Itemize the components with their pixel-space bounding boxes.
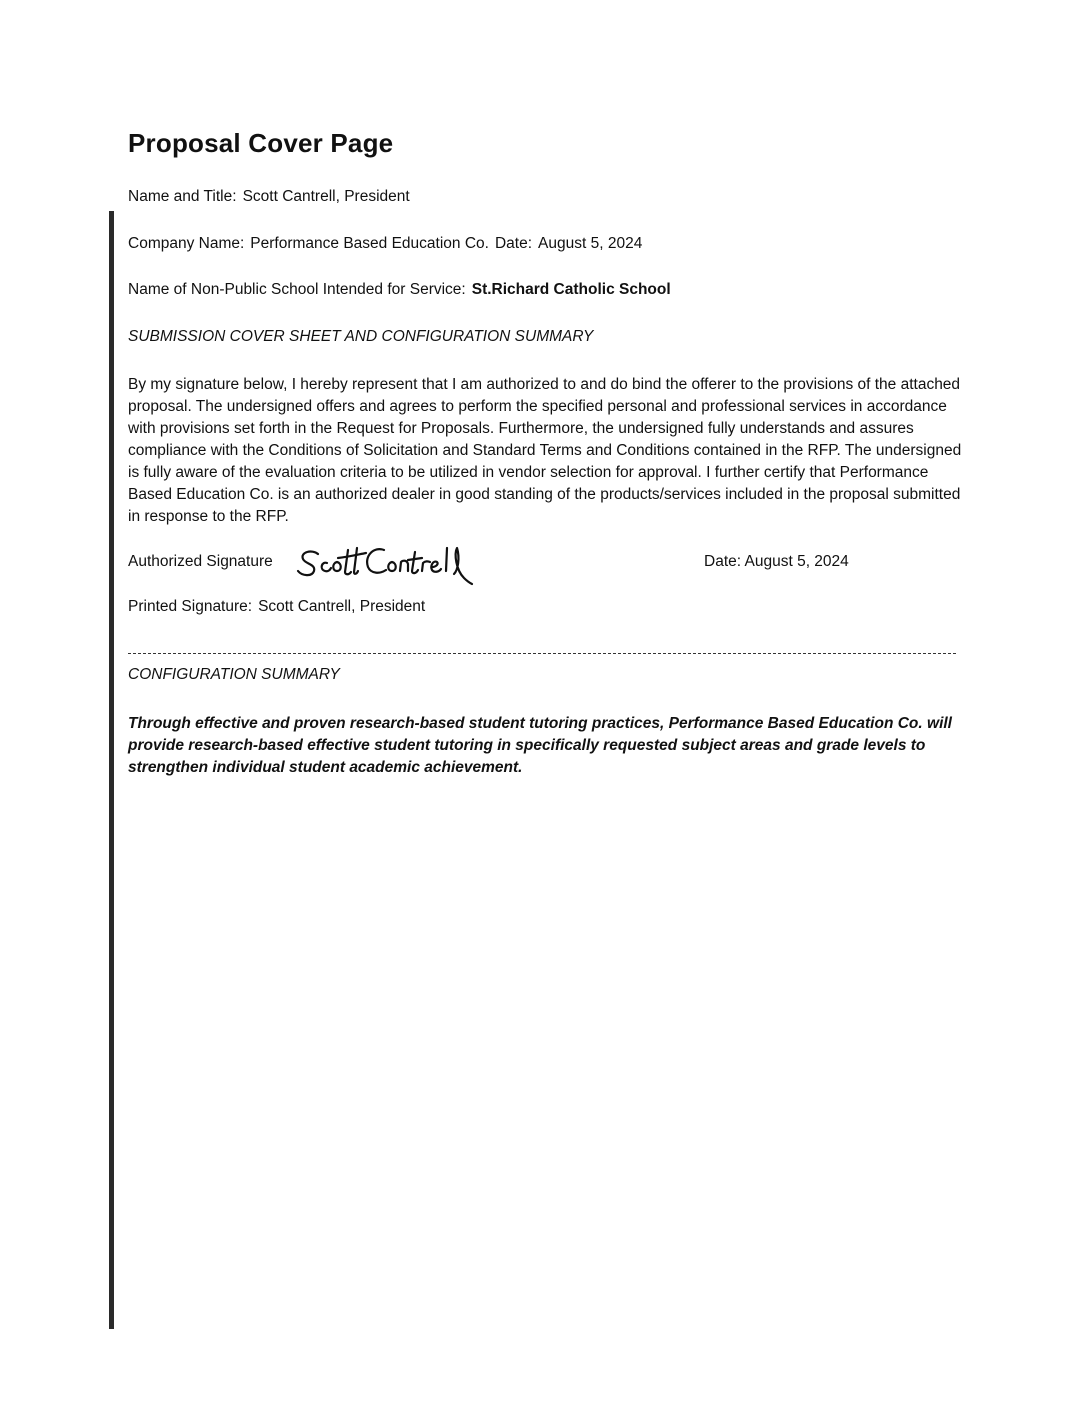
printed-signature-line — [128, 598, 425, 616]
name-title-label: Name and Title: — [128, 188, 237, 205]
printed-signature-label: Printed Signature: — [128, 598, 253, 615]
margin-bar — [109, 211, 114, 1329]
configuration-summary-text: Through effective and proven research-based student tutoring practices, Performance Based Education Co. will provide research-based effective student tutoring in specifically requested subject areas and grade levels to strengthen individual student academic achievement. — [128, 715, 952, 776]
signature-date-value: August 5, 2024 — [744, 553, 849, 570]
company-line — [128, 235, 642, 253]
name-title-value: Scott Cantrell, President — [242, 188, 410, 205]
page-title: Proposal Cover Page — [128, 128, 394, 158]
submission-heading: SUBMISSION COVER SHEET AND CONFIGURATION SUMMARY — [128, 328, 594, 345]
company-date-value: August 5, 2024 — [538, 235, 643, 252]
signature-date — [704, 553, 849, 571]
company-value: Performance Based Education Co. — [250, 235, 489, 252]
body-paragraph: By my signature below, I hereby represent that I am authorized to and do bind the offerer to the provisions of the attached proposal. The undersigned offers and agrees to perform the specified personal and professional services in accordance with provisions set forth in the Request for Proposals. Furthermore, the undersigned fully understands and assures compliance with the Conditions of Solicitation and Standard Terms and Conditions contained in the RFP. The undersigned is fully aware of the evaluation criteria to be utilized in vendor selection for approval. I further certify that Performance Based Education Co. is an authorized dealer in good standing of the products/services included in the proposal submitted in response to the RFP. — [128, 376, 962, 525]
configuration-heading: CONFIGURATION SUMMARY — [128, 666, 340, 683]
company-date-label: Date: — [494, 235, 533, 252]
school-value: St.Richard Catholic School — [471, 281, 671, 298]
school-line — [128, 281, 671, 299]
handwritten-signature — [294, 540, 479, 590]
name-title-line — [128, 188, 410, 206]
school-label: Name of Non-Public School Intended for Service: — [128, 281, 466, 298]
signature-row — [128, 540, 928, 590]
company-label: Company Name: — [128, 235, 245, 252]
dashed-divider — [128, 653, 956, 654]
signature-date-label: Date: — [704, 553, 742, 570]
signature-label: Authorized Signature — [128, 553, 273, 570]
printed-signature-value: Scott Cantrell, President — [258, 598, 426, 615]
